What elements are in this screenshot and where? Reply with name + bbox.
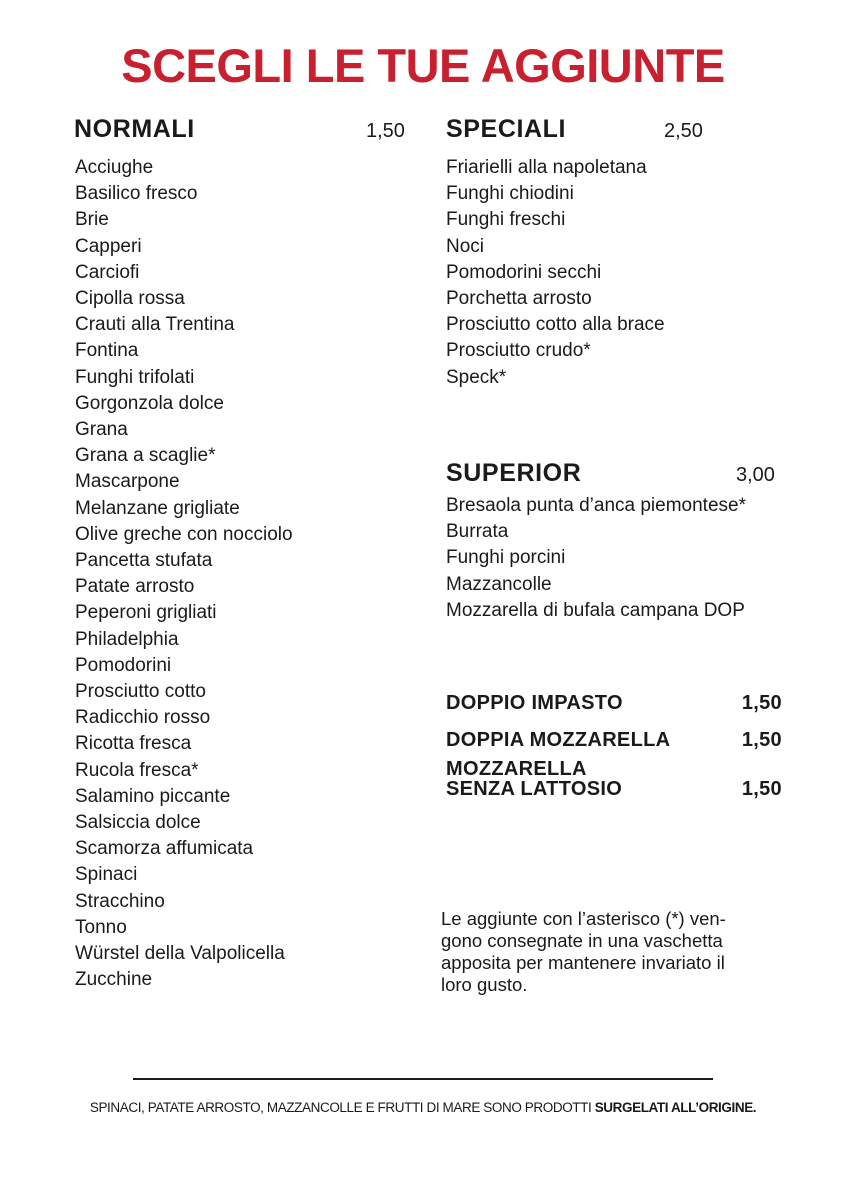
superior-item: Mazzancolle <box>446 573 552 595</box>
speciali-heading: SPECIALI <box>446 115 567 143</box>
extra-price: 1,50 <box>741 692 782 714</box>
normali-item: Mascarpone <box>75 471 180 493</box>
extra-name: DOPPIA MOZZARELLA <box>446 729 671 751</box>
extra-price: 1,50 <box>741 729 782 751</box>
note-line: loro gusto. <box>441 974 528 995</box>
normali-heading: NORMALI <box>74 115 195 143</box>
speciali-item: Funghi chiodini <box>446 183 574 205</box>
normali-item: Salamino piccante <box>75 785 231 807</box>
normali-item: Prosciutto cotto <box>75 681 206 703</box>
normali-item: Tonno <box>75 916 127 938</box>
normali-item: Cipolla rossa <box>75 288 185 310</box>
note-line: gono consegnate in una vaschetta <box>441 930 723 951</box>
normali-item: Scamorza affumicata <box>75 838 254 860</box>
speciali-item: Friarielli alla napoletana <box>446 157 647 178</box>
normali-item: Peperoni grigliati <box>75 602 217 624</box>
normali-item: Fontina <box>75 340 139 362</box>
normali-item: Patate arrosto <box>75 576 195 598</box>
extra-name: DOPPIO IMPASTO <box>446 692 623 714</box>
page-title: SCEGLI LE TUE AGGIUNTE <box>121 39 725 92</box>
normali-item: Radicchio rosso <box>75 707 211 729</box>
normali-item: Pomodorini <box>75 654 172 676</box>
superior-item: Mozzarella di bufala campana DOP <box>446 599 745 621</box>
normali-item: Capperi <box>75 235 142 257</box>
normali-item: Salsiccia dolce <box>75 812 201 834</box>
normali-item: Olive greche con nocciolo <box>75 523 293 545</box>
asterisk-note <box>441 908 791 996</box>
normali-item: Zucchine <box>75 969 153 991</box>
normali-item: Pancetta stufata <box>75 550 213 572</box>
speciali-list <box>446 155 665 391</box>
normali-item: Würstel della Valpolicella <box>75 943 285 965</box>
normali-item: Ricotta fresca <box>75 733 192 755</box>
superior-item: Burrata <box>446 521 509 543</box>
extra-price: 1,50 <box>741 778 782 800</box>
speciali-item: Prosciutto crudo* <box>446 340 591 362</box>
extra-mozzarella-senza-lattosio <box>446 759 782 803</box>
speciali-item: Funghi freschi <box>446 209 566 231</box>
speciali-price: 2,50 <box>664 120 703 142</box>
normali-item: Philadelphia <box>75 628 179 650</box>
normali-item: Rucola fresca* <box>75 759 199 781</box>
normali-price: 1,50 <box>366 120 405 142</box>
note-line: apposita per mantenere invariato il <box>441 952 725 973</box>
speciali-item: Pomodorini secchi <box>446 261 602 283</box>
extra-name-line1: MOZZARELLA <box>446 758 587 780</box>
normali-item: Funghi trifolati <box>75 366 195 388</box>
speciali-item: Prosciutto cotto alla brace <box>446 314 665 336</box>
normali-item: Carciofi <box>75 261 140 283</box>
superior-item: Funghi porcini <box>446 547 566 569</box>
normali-item: Melanzane grigliate <box>75 497 240 519</box>
normali-item: Gorgonzola dolce <box>75 392 224 414</box>
normali-item: Acciughe <box>75 157 154 178</box>
normali-item: Spinaci <box>75 864 138 886</box>
speciali-item: Speck* <box>446 366 507 388</box>
normali-item: Basilico fresco <box>75 183 198 205</box>
normali-item: Grana a scaglie* <box>75 445 216 467</box>
superior-item: Bresaola punta d’anca piemontese* <box>446 495 746 516</box>
footer-bold: SURGELATI ALL’ORIGINE. <box>594 1100 757 1115</box>
superior-price: 3,00 <box>736 464 775 486</box>
footer-note <box>0 1100 846 1115</box>
normali-item: Grana <box>75 419 128 441</box>
normali-item: Stracchino <box>75 890 165 912</box>
speciali-item: Noci <box>446 235 485 257</box>
normali-item: Crauti alla Trentina <box>75 314 235 336</box>
superior-heading: SUPERIOR <box>446 459 582 487</box>
extra-name-line2: SENZA LATTOSIO <box>446 778 623 800</box>
normali-item: Brie <box>75 209 109 231</box>
normali-list <box>75 155 293 994</box>
superior-list <box>446 493 746 624</box>
divider <box>133 1078 713 1080</box>
note-line: Le aggiunte con l’asterisco (*) ven- <box>441 908 726 929</box>
speciali-item: Porchetta arrosto <box>446 288 592 310</box>
footer-text: SPINACI, PATATE ARROSTO, MAZZANCOLLE E FRUTTI DI MARE SONO PRODOTTI <box>89 1100 595 1115</box>
